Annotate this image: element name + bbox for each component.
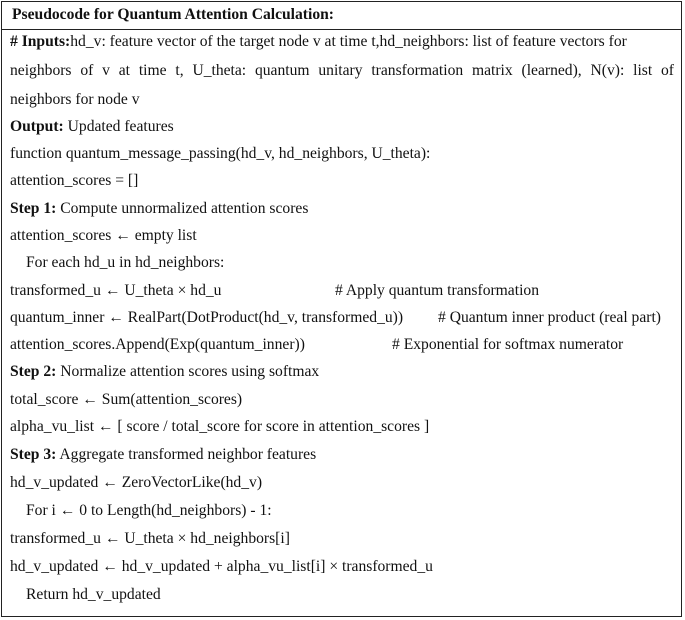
step1-label: Step 1: — [10, 200, 57, 217]
step1-line — [10, 199, 308, 219]
step2-line — [10, 362, 319, 382]
update-line: hd_v_updated ← hd_v_updated + alpha_vu_list[i] × transformed_u — [10, 558, 433, 575]
title-divider — [2, 29, 681, 30]
step2-label: Step 2: — [10, 363, 57, 380]
append-comment: # Exponential for softmax numerator — [392, 336, 624, 353]
init-scores-line: attention_scores = [] — [10, 172, 139, 189]
step2-text: Normalize attention scores using softmax — [56, 363, 320, 380]
inputs-line-1 — [10, 32, 627, 52]
total-score-line: total_score ← Sum(attention_scores) — [10, 391, 243, 408]
inputs-line-3: neighbors for node v — [10, 91, 140, 108]
zero-vector-line: hd_v_updated ← ZeroVectorLike(hd_v) — [10, 474, 263, 491]
append-line: attention_scores.Append(Exp(quantum_inner)) — [10, 336, 305, 353]
alpha-line: alpha_vu_list ← [ score / total_score for score in attention_scores ] — [10, 418, 430, 435]
step3-line — [10, 445, 316, 465]
inner-product-line: quantum_inner ← RealPart(DotProduct(hd_v, transformed_u)) — [10, 309, 404, 326]
return-line: Return hd_v_updated — [26, 586, 161, 603]
inputs-text-1: hd_v: feature vector of the target node v at time t,hd_neighbors: list of feature vectors for — [70, 33, 627, 50]
function-definition: function quantum_message_passing(hd_v, hd_neighbors, U_theta): — [10, 145, 431, 162]
inputs-line-2: neighbors of v at time t, U_theta: quantum unitary transformation matrix (learned), N(v): list of — [10, 62, 674, 79]
transform-line: transformed_u ← U_theta × hd_u — [10, 282, 222, 299]
inputs-label: # Inputs: — [10, 33, 71, 50]
step3-label: Step 3: — [10, 446, 57, 463]
output-label: Output: — [10, 118, 64, 135]
scores-empty-line: attention_scores ← empty list — [10, 227, 197, 244]
for-each-line: For each hd_u in hd_neighbors: — [26, 254, 225, 271]
step1-text: Compute unnormalized attention scores — [56, 200, 309, 217]
pseudocode-title: Pseudocode for Quantum Attention Calculation: — [12, 6, 334, 23]
transform-neighbor-line: transformed_u ← U_theta × hd_neighbors[i] — [10, 530, 290, 547]
step3-text: Aggregate transformed neighbor features — [56, 446, 317, 463]
inner-product-comment: # Quantum inner product (real part) — [438, 309, 661, 326]
transform-comment: # Apply quantum transformation — [335, 282, 539, 299]
output-text: Updated features — [63, 118, 174, 135]
output-line — [10, 117, 174, 137]
for-i-line: For i ← 0 to Length(hd_neighbors) - 1: — [26, 502, 272, 519]
pseudocode-box — [1, 1, 682, 617]
